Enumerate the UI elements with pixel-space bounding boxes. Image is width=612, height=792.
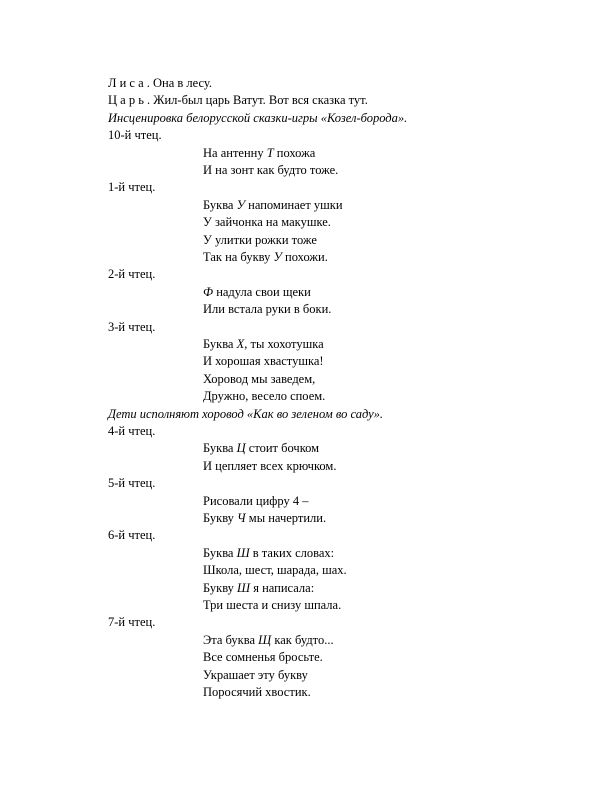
text-segment: , ты хохотушка: [244, 337, 324, 351]
italic-segment: Ф: [203, 284, 214, 299]
verse-line: [203, 511, 326, 525]
text-segment: похожи.: [281, 250, 328, 264]
speaker-line: [108, 424, 155, 438]
speaker-line: [108, 267, 155, 281]
text-segment: Букву: [203, 580, 238, 595]
verse-line: [203, 215, 331, 229]
verse-line: [203, 685, 311, 699]
text-segment: Буква: [203, 545, 237, 560]
speaker-line: [108, 528, 155, 542]
text-segment: Все сомненья бросьте.: [203, 650, 323, 665]
verse-line: [203, 441, 319, 455]
speaker-line: [108, 76, 212, 90]
text-segment: Или встала руки в боки.: [203, 302, 332, 317]
verse-line: [203, 389, 325, 403]
text-segment: 5-й чтец.: [108, 476, 156, 491]
text-segment: 6-й чтец.: [108, 528, 156, 543]
verse-line: [203, 302, 331, 316]
text-segment: На антенну: [203, 145, 267, 160]
text-segment: Эта буква: [203, 632, 259, 647]
verse-line: [203, 668, 308, 682]
text-segment: надула свои щеки: [213, 284, 311, 299]
text-segment: как будто...: [271, 632, 334, 647]
verse-line: [203, 233, 317, 247]
text-segment: Украшает эту букву: [203, 667, 308, 682]
verse-line: [203, 581, 314, 595]
text-segment: Хоровод мы заведем,: [203, 371, 316, 386]
verse-line: [203, 146, 315, 160]
speaker-line: [108, 180, 155, 194]
verse-line: [203, 163, 338, 177]
text-segment: Букву: [203, 511, 238, 525]
verse-line: [203, 598, 341, 612]
italic-segment: Т: [266, 145, 274, 160]
stage-direction: [108, 111, 407, 125]
text-segment: Л и с а . Она в лесу.: [108, 76, 213, 90]
verse-line: [203, 198, 343, 212]
text-segment: в таких словах:: [249, 545, 335, 560]
text-segment: Школа, шест, шарада, шах.: [203, 563, 347, 578]
verse-line: [203, 337, 324, 351]
verse-line: [203, 650, 323, 664]
text-segment: У улитки рожки тоже: [203, 232, 317, 247]
verse-line: [203, 372, 315, 386]
text-segment: 10-й чтец.: [108, 128, 162, 143]
italic-segment: Инсценировка белорусской сказки-игры «Козел-борода».: [108, 110, 408, 125]
text-segment: 4-й чтец.: [108, 424, 156, 438]
speaker-line: [108, 615, 155, 629]
verse-line: [203, 354, 324, 368]
italic-segment: Ч: [237, 511, 246, 525]
text-segment: Буква: [203, 441, 237, 456]
speaker-line: [108, 476, 155, 490]
italic-segment: Щ: [258, 632, 272, 647]
italic-segment: Дети исполняют хоровод «Как во зеленом во саду».: [108, 406, 384, 421]
italic-segment: У: [273, 250, 282, 264]
verse-line: [203, 546, 334, 560]
verse-line: [203, 250, 328, 264]
text-segment: Так на букву: [203, 250, 274, 264]
text-segment: Поросячий хвостик.: [203, 685, 311, 699]
text-segment: 3-й чтец.: [108, 319, 156, 334]
text-segment: Рисовали цифру 4 –: [203, 493, 309, 508]
text-segment: И цепляет всех крючком.: [203, 458, 337, 473]
speaker-line: [108, 128, 162, 142]
text-segment: Три шеста и снизу шпала.: [203, 598, 342, 612]
text-segment: 1-й чтец.: [108, 180, 156, 195]
speaker-line: [108, 93, 368, 107]
text-segment: Буква: [203, 197, 237, 212]
text-segment: И хорошая хвастушка!: [203, 354, 324, 369]
text-segment: Буква: [203, 337, 237, 351]
text-segment: напоминает ушки: [245, 197, 343, 212]
verse-line: [203, 563, 347, 577]
italic-segment: Ш: [237, 580, 251, 595]
text-segment: похожа: [273, 145, 316, 160]
text-segment: Ц а р ь . Жил-был царь Ватут. Вот вся сказка тут.: [108, 93, 368, 108]
text-segment: стоит бочком: [245, 441, 320, 456]
text-segment: У зайчонка на макушке.: [203, 215, 331, 230]
verse-line: [203, 459, 336, 473]
text-segment: Дружно, весело споем.: [203, 389, 326, 404]
text-segment: я написала:: [250, 580, 315, 595]
italic-segment: Ш: [236, 545, 250, 560]
text-segment: мы начертили.: [245, 511, 327, 525]
italic-segment: У: [236, 197, 246, 212]
text-segment: 2-й чтец.: [108, 267, 156, 282]
verse-line: [203, 633, 334, 647]
text-segment: И на зонт как будто тоже.: [203, 163, 339, 177]
speaker-line: [108, 320, 155, 334]
italic-segment: Х: [236, 337, 245, 351]
verse-line: [203, 285, 311, 299]
italic-segment: Ц: [236, 441, 246, 456]
text-segment: 7-й чтец.: [108, 615, 156, 630]
stage-direction: [108, 407, 383, 421]
verse-line: [203, 494, 308, 508]
